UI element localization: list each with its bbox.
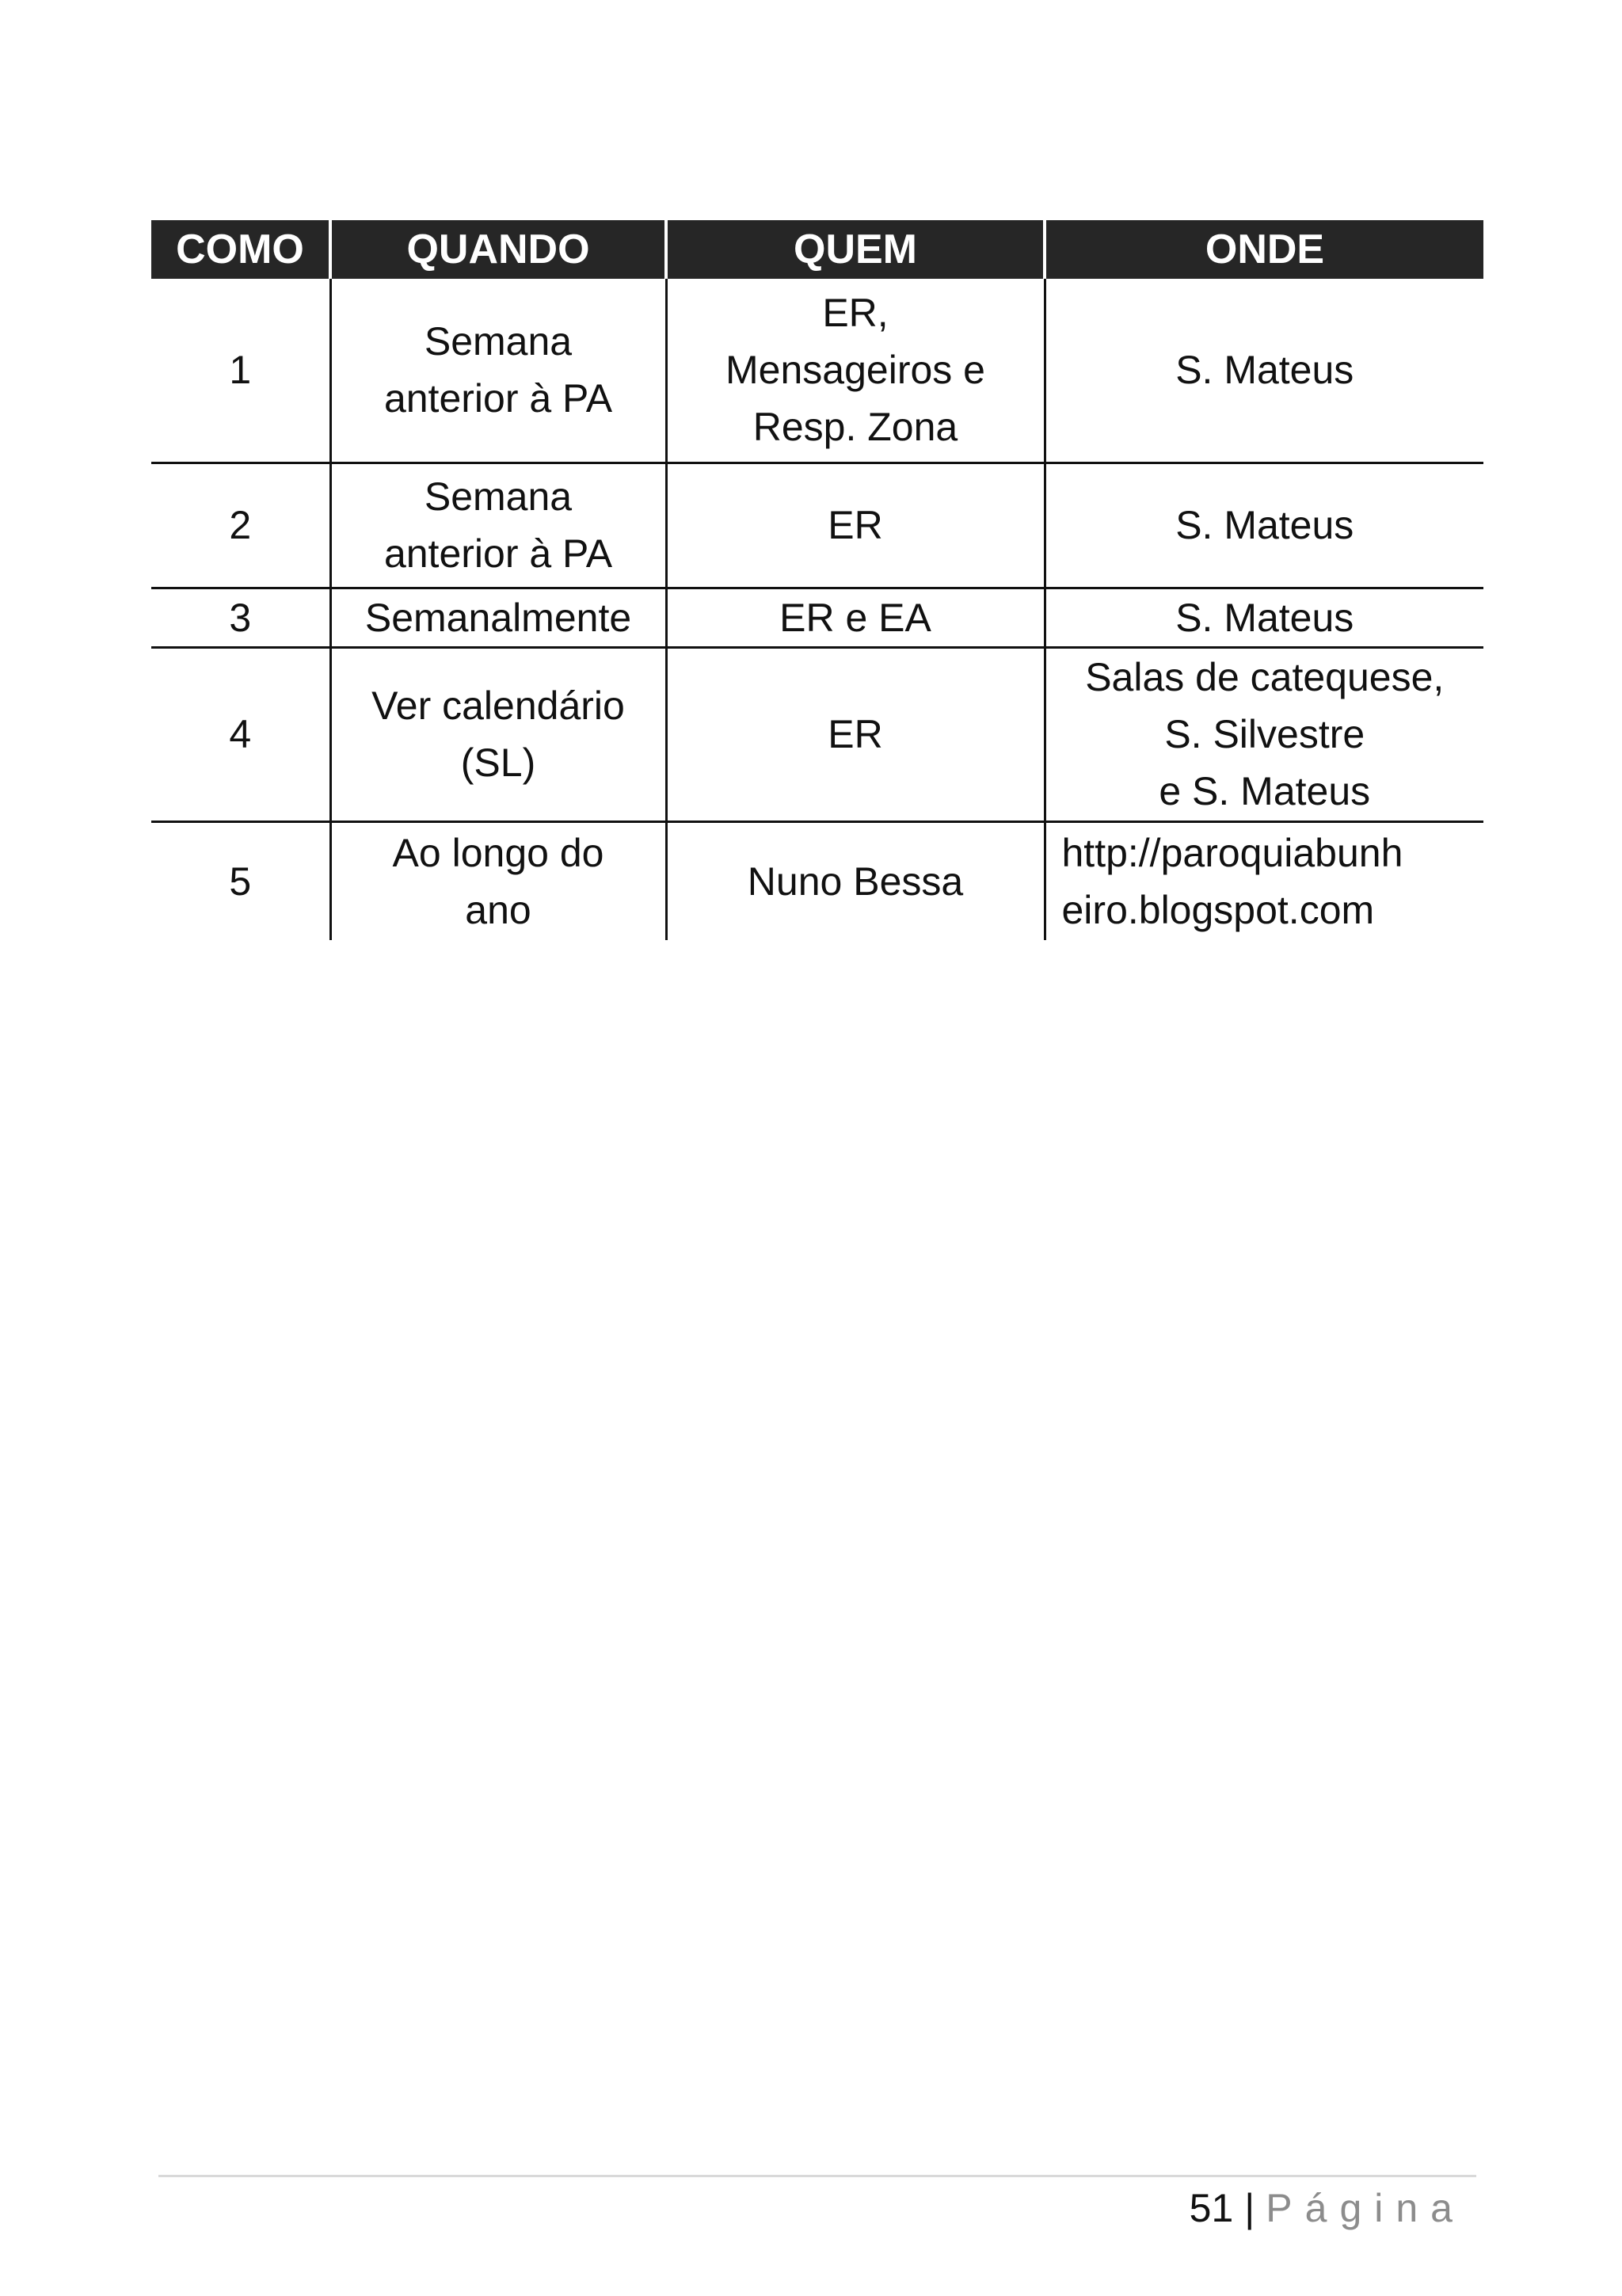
cell-line: Semana <box>424 319 573 364</box>
cell-quando <box>330 463 666 588</box>
schedule-table <box>151 220 1483 940</box>
cell-line: e S. Mateus <box>1159 769 1371 813</box>
cell-onde <box>1045 279 1483 463</box>
cell-line: ER <box>828 503 883 547</box>
table-header-row <box>151 220 1483 279</box>
cell-quando <box>330 588 666 647</box>
cell-line: Resp. Zona <box>752 405 958 450</box>
cell-como: 2 <box>151 463 330 588</box>
table-row <box>151 588 1483 647</box>
cell-como: 5 <box>229 859 252 904</box>
cell-quando <box>330 821 666 940</box>
cell-line: Ao longo do <box>392 830 604 875</box>
table-row <box>151 647 1483 821</box>
cell-line: Mensageiros e <box>725 348 985 393</box>
cell-line: anterior à PA <box>383 531 613 576</box>
cell-quem <box>666 279 1045 463</box>
cell-line: http://paroquiabunh <box>1061 830 1403 875</box>
cell-line: S. Mateus <box>1175 595 1354 640</box>
cell-quem <box>666 821 1045 940</box>
table-row <box>151 279 1483 463</box>
cell-line: ER, <box>822 291 889 336</box>
page-number: 51 <box>1189 2186 1234 2230</box>
cell-line: Semanalmente <box>364 595 632 640</box>
cell-line: anterior à PA <box>383 376 613 421</box>
cell-como: 3 <box>151 588 330 647</box>
cell-line: Ver calendário <box>371 683 625 728</box>
cell-quem <box>666 647 1045 821</box>
cell-onde <box>1045 588 1483 647</box>
cell-line: Salas de catequese, <box>1085 655 1445 699</box>
header-onde: ONDE <box>1045 220 1483 279</box>
cell-quando <box>330 647 666 821</box>
cell-como: 4 <box>151 647 330 821</box>
header-quando: QUANDO <box>330 220 666 279</box>
cell-line: ER e EA <box>779 595 931 640</box>
cell-line: S. Mateus <box>1175 348 1354 393</box>
header-quem: QUEM <box>666 220 1045 279</box>
table-row <box>151 463 1483 588</box>
footer-divider <box>158 2175 1476 2177</box>
cell-line: ano <box>465 887 531 932</box>
page-word: Página <box>1266 2186 1465 2230</box>
cell-onde <box>1045 647 1483 821</box>
cell-onde <box>1045 463 1483 588</box>
cell-line: eiro.blogspot.com <box>1061 887 1375 932</box>
header-como: COMO <box>151 220 330 279</box>
table-row <box>151 821 1483 940</box>
cell-line: (SL) <box>460 741 536 785</box>
cell-line: Semana <box>424 474 573 519</box>
page-footer <box>1190 2180 1465 2237</box>
cell-line: Nuno Bessa <box>747 859 964 904</box>
cell-quem <box>666 463 1045 588</box>
footer-separator: | <box>1244 2186 1255 2230</box>
cell-line: S. Mateus <box>1175 503 1354 547</box>
cell-quando <box>330 279 666 463</box>
cell-line: ER <box>828 712 883 756</box>
cell-line: S. Silvestre <box>1164 712 1365 756</box>
cell-como: 1 <box>151 279 330 463</box>
cell-quem <box>666 588 1045 647</box>
cell-onde-url <box>1045 821 1483 940</box>
